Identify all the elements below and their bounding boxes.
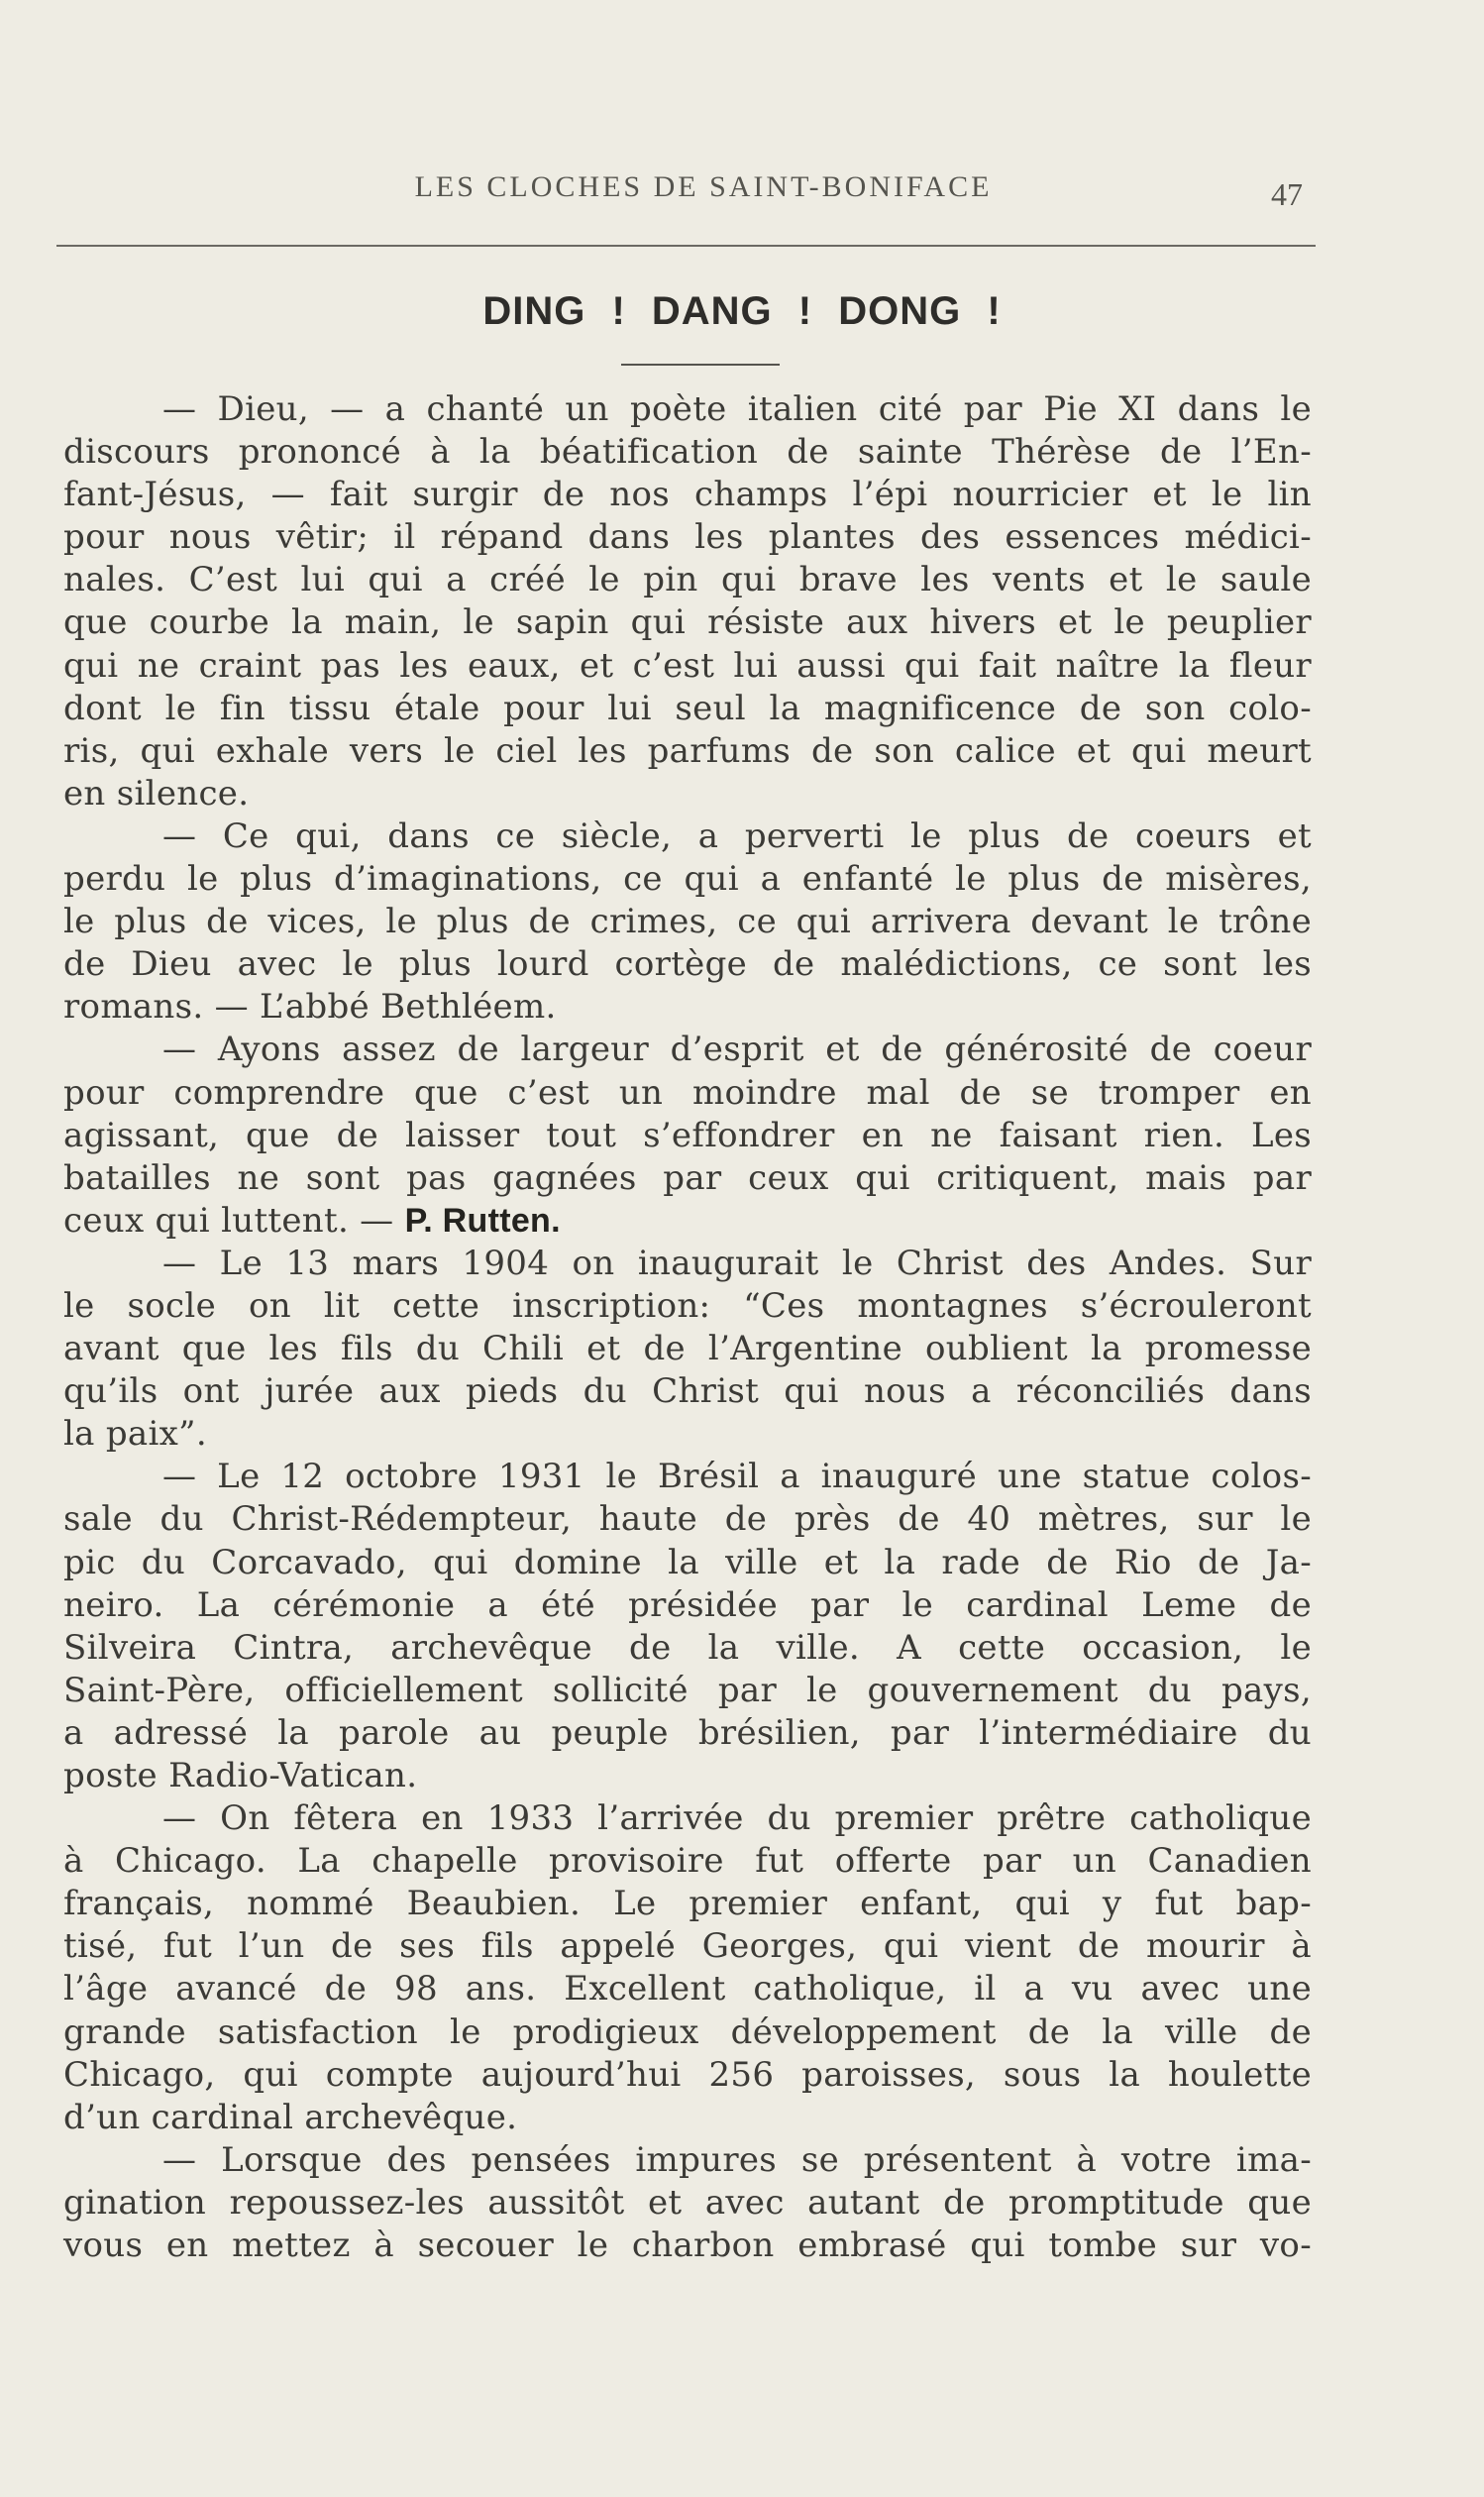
- paragraph-line: [63, 1840, 1312, 1883]
- line-text: — Le 13 mars 1904 on inaugurait le Christ des Andes. Sur: [162, 1243, 1312, 1283]
- paragraph-line: [63, 1370, 1312, 1413]
- line-text: pour comprendre que c’est un moindre mal de se tromper en: [63, 1072, 1312, 1113]
- paragraph-line: [63, 1243, 1312, 1285]
- paragraph-line: [63, 516, 1312, 559]
- line-text: ris, qui exhale vers le ciel les parfums de son calice et qui meurt: [63, 730, 1312, 771]
- paragraph-line: [63, 1115, 1312, 1157]
- line-text: neiro. La cérémonie a été présidée par le cardinal Leme de: [63, 1584, 1312, 1625]
- line-text: avant que les fils du Chili et de l’Argentine oublient la promesse: [63, 1329, 1312, 1369]
- paragraph-line: [63, 773, 1312, 815]
- paragraph-line: [63, 1285, 1312, 1328]
- paragraph-line: [63, 1925, 1312, 1968]
- line-text: Silveira Cintra, archevêque de la ville. A cette occasion, le: [63, 1627, 1312, 1668]
- line-text: la paix”.: [63, 1414, 207, 1455]
- paragraph-line: [63, 431, 1312, 474]
- paragraph: [63, 1029, 1312, 1242]
- line-text: français, nommé Beaubien. Le premier enfant, qui y fut bap-: [63, 1884, 1312, 1924]
- paragraph-line: [63, 1413, 1312, 1456]
- running-head: [0, 170, 1484, 210]
- running-title: LES CLOCHES DE SAINT-BONIFACE: [414, 170, 993, 203]
- line-text: que courbe la main, le sapin qui résiste aux hivers et le peuplier: [63, 602, 1312, 643]
- paragraph-line: [63, 1584, 1312, 1627]
- line-text: — Dieu, — a chanté un poète italien cité par Pie XI dans le: [162, 389, 1312, 429]
- line-text: d’un cardinal archevêque.: [63, 2097, 518, 2137]
- paragraph-line: [63, 730, 1312, 773]
- paragraph-line: [63, 858, 1312, 901]
- paragraph-line: [63, 2139, 1312, 2182]
- paragraph-line: [63, 2011, 1312, 2054]
- article-body: [63, 388, 1312, 2267]
- paragraph: [63, 815, 1312, 1029]
- line-text: le socle on lit cette inscription: “Ces montagnes s’écrouleront: [63, 1285, 1312, 1326]
- paragraph-line: [63, 943, 1312, 986]
- paragraph-line: [63, 2225, 1312, 2267]
- line-text: perdu le plus d’imaginations, ce qui a enfanté le plus de misères,: [63, 859, 1312, 900]
- line-text: — Le 12 octobre 1931 le Brésil a inauguré une statue colos-: [162, 1457, 1312, 1497]
- paragraph-line: [63, 1712, 1312, 1755]
- paragraph: [63, 1456, 1312, 1797]
- line-text: gination repoussez-les aussitôt et avec autant de promptitude que: [63, 2182, 1312, 2223]
- paragraph-line: [63, 815, 1312, 858]
- line-text: l’âge avancé de 98 ans. Excellent catholique, il a vu avec une: [63, 1969, 1312, 2009]
- line-text: romans. — L’abbé Bethléem.: [63, 987, 557, 1028]
- line-text: a adressé la parole au peuple brésilien, par l’intermédiaire du: [63, 1712, 1312, 1753]
- line-text: poste Radio-Vatican.: [63, 1756, 418, 1795]
- line-text: Chicago, qui compte aujourd’hui 256 paroisses, sous la houlette: [63, 2054, 1312, 2095]
- line-text: sale du Christ-Rédempteur, haute de près de 40 mètres, sur le: [63, 1499, 1312, 1540]
- paragraph-line: [63, 1542, 1312, 1584]
- paragraph-line: [63, 1797, 1312, 1840]
- line-text: — Lorsque des pensées impures se présentent à votre ima-: [162, 2139, 1312, 2180]
- paragraph: [63, 2139, 1312, 2267]
- line-text: à Chicago. La chapelle provisoire fut offerte par un Canadien: [63, 1841, 1312, 1882]
- line-text: le plus de vices, le plus de crimes, ce qui arrivera devant le trône: [63, 902, 1312, 942]
- line-text: — Ce qui, dans ce siècle, a perverti le plus de coeurs et: [162, 815, 1312, 856]
- paragraph-line: [63, 688, 1312, 730]
- article-title: DING ! DANG ! DONG !: [482, 289, 1002, 333]
- paragraph: [63, 388, 1312, 815]
- line-text: qu’ils ont jurée aux pieds du Christ qui nous a réconciliés dans: [63, 1371, 1312, 1412]
- paragraph-line: [63, 1670, 1312, 1712]
- line-text: — Ayons assez de largeur d’esprit et de générosité de coeur: [162, 1030, 1312, 1070]
- line-text: — On fêtera en 1933 l’arrivée du premier prêtre catholique: [162, 1798, 1312, 1839]
- line-text: ceux qui luttent. —: [63, 1200, 394, 1241]
- line-text: pic du Corcavado, qui domine la ville et la rade de Rio de Ja-: [63, 1542, 1312, 1582]
- line-text: qui ne craint pas les eaux, et c’est lui aussi qui fait naître la fleur: [63, 645, 1312, 686]
- paragraph-line: [63, 645, 1312, 688]
- page-number: 47: [1271, 176, 1303, 212]
- author-name: P. Rutten.: [404, 1201, 561, 1240]
- line-text: dont le fin tissu étale pour lui seul la magnificence de son colo-: [63, 688, 1312, 728]
- paragraph-line: [63, 474, 1312, 516]
- line-text: en silence.: [63, 773, 250, 814]
- paragraph-line: [63, 2097, 1312, 2139]
- line-text: fant-Jésus, — fait surgir de nos champs l’épi nourricier et le lin: [63, 475, 1312, 515]
- line-text: vous en mettez à secouer le charbon embrasé qui tombe sur vo-: [63, 2226, 1312, 2266]
- line-text: nales. C’est lui qui a créé le pin qui brave les vents et le saule: [63, 560, 1312, 600]
- paragraph: [63, 1243, 1312, 1456]
- line-text: batailles ne sont pas gagnées par ceux qui critiquent, mais par: [63, 1157, 1312, 1198]
- paragraph-line: [63, 986, 1312, 1029]
- header-rule: [56, 245, 1316, 247]
- paragraph-line: [63, 601, 1312, 644]
- line-text: discours prononcé à la béatification de sainte Thérèse de l’En-: [63, 432, 1312, 473]
- paragraph-line: [63, 559, 1312, 601]
- paragraph-line: [63, 2054, 1312, 2097]
- paragraph-line: [63, 2182, 1312, 2225]
- paragraph-line: [63, 1968, 1312, 2010]
- paragraph: [63, 1797, 1312, 2139]
- line-text: grande satisfaction le prodigieux développement de la ville de: [63, 2011, 1312, 2052]
- paragraph-line: [63, 1456, 1312, 1498]
- line-text: de Dieu avec le plus lourd cortège de malédictions, ce sont les: [63, 944, 1312, 985]
- paragraph-line: [63, 388, 1312, 431]
- paragraph-line: [63, 1627, 1312, 1670]
- paragraph-line: [63, 1498, 1312, 1541]
- paragraph-line: [63, 1157, 1312, 1200]
- paragraph-line: [63, 1755, 1312, 1797]
- paragraph-line: [63, 1029, 1312, 1071]
- paragraph-line: [63, 1072, 1312, 1115]
- paragraph-line: [63, 1328, 1312, 1370]
- paragraph-line: [63, 1883, 1312, 1925]
- line-text: tisé, fut l’un de ses fils appelé Georges, qui vient de mourir à: [63, 1926, 1312, 1967]
- line-text: pour nous vêtir; il répand dans les plantes des essences médici-: [63, 517, 1312, 558]
- title-rule: [621, 364, 780, 366]
- line-text: Saint-Père, officiellement sollicité par le gouvernement du pays,: [63, 1670, 1312, 1710]
- line-text: agissant, que de laisser tout s’effondrer en ne faisant rien. Les: [63, 1115, 1312, 1155]
- paragraph-line: [63, 901, 1312, 943]
- paragraph-line: [63, 1200, 1312, 1243]
